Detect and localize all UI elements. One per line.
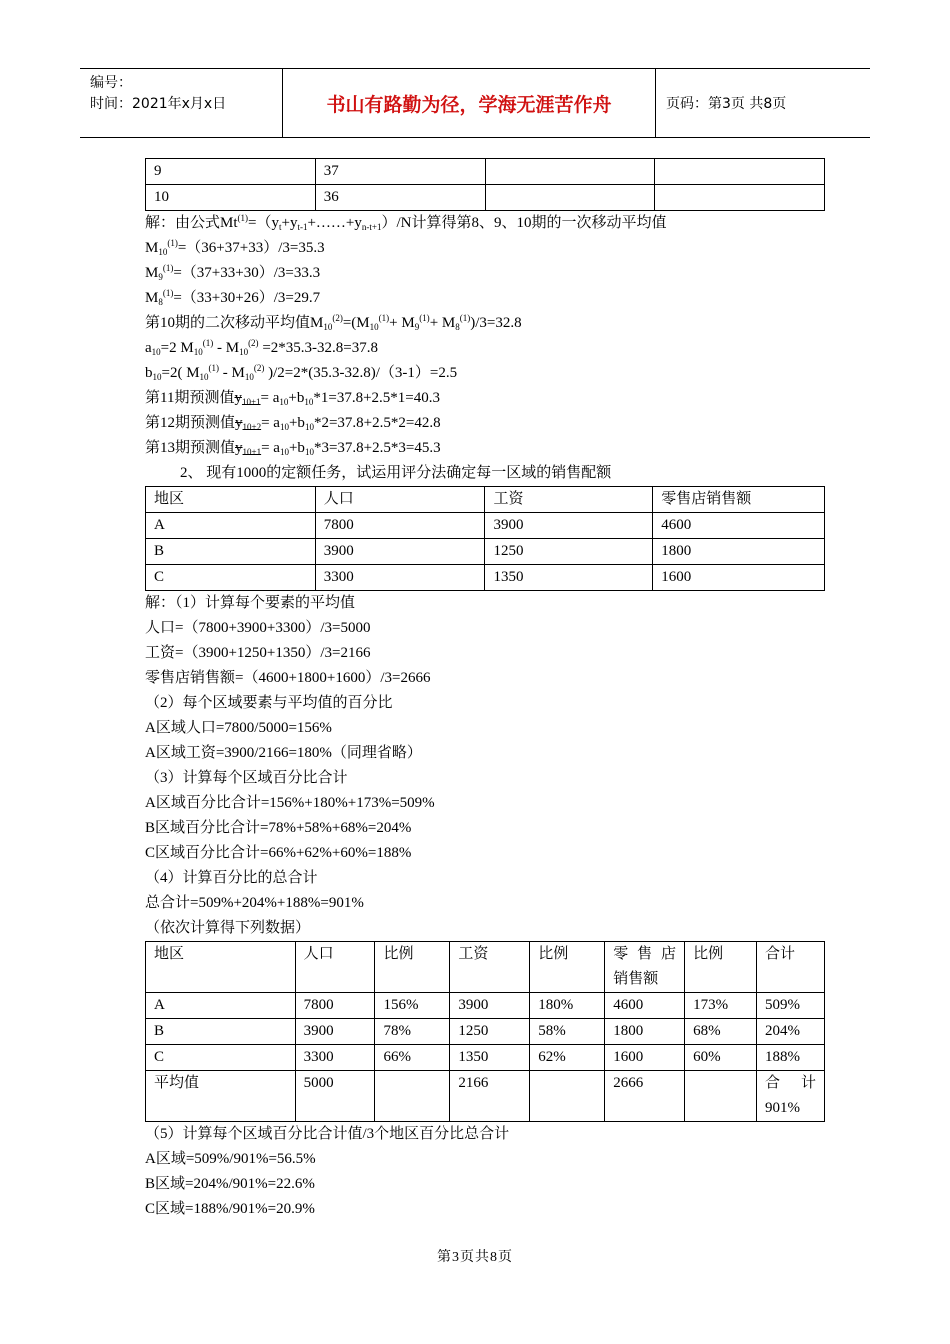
- table-cell: 7800: [315, 513, 485, 539]
- column-header: 地区: [146, 942, 296, 993]
- column-header: 比例: [685, 942, 757, 993]
- table-cell: 509%: [756, 993, 824, 1019]
- column-header: 人口: [315, 487, 485, 513]
- page-header: [80, 68, 870, 138]
- table-cell: 2666: [605, 1071, 685, 1122]
- table-row: [146, 159, 825, 185]
- solution-line: （依次计算得下列数据）: [145, 920, 311, 936]
- solution-line: 工资=（3900+1250+1350）/3=2166: [145, 645, 371, 661]
- solution-line: 零售店销售额=（4600+1800+1600）/3=2666: [145, 670, 431, 686]
- table-cell: A: [146, 993, 296, 1019]
- table-cell: 1350: [450, 1045, 530, 1071]
- m8-formula: $M_8^{(1)}=(33+30+26)/3=29.7$: [145, 288, 321, 307]
- forecast-period-12: 第12期预测值$y_{10+2}= a_{10}+b_{10}*2=37.8+2.5*2=42.8$: [145, 415, 441, 432]
- table-cell: 173%: [685, 993, 757, 1019]
- page-content: [145, 158, 825, 1222]
- solution-line: （5）计算每个区域百分比合计值/3个地区百分比总合计: [145, 1126, 510, 1142]
- table-cell: 68%: [685, 1019, 757, 1045]
- table-cell: 1600: [605, 1045, 685, 1071]
- table-cell: 62%: [530, 1045, 605, 1071]
- table-cell: 10: [146, 185, 316, 211]
- table-cell: [655, 185, 825, 211]
- column-header: [605, 942, 685, 993]
- table-cell: 3900: [450, 993, 530, 1019]
- header-page-number: 页码：第3页 共8页: [666, 96, 787, 112]
- table-cell: 156%: [375, 993, 450, 1019]
- table-cell: 180%: [530, 993, 605, 1019]
- column-header: 合计: [756, 942, 824, 993]
- table-cell: [655, 159, 825, 185]
- solution-line: 总合计=509%+204%+188%=901%: [145, 895, 364, 911]
- table-cell: 188%: [756, 1045, 824, 1071]
- column-header: 比例: [375, 942, 450, 993]
- solution-line: C区域百分比合计=66%+62%+60%=188%: [145, 845, 412, 861]
- column-header: 工资: [485, 487, 653, 513]
- average-row: [146, 1071, 825, 1122]
- m9-formula: $M_9^{(1)}=(37+33+30)/3=33.3$: [145, 263, 321, 282]
- table-cell: 78%: [375, 1019, 450, 1045]
- table-cell: 9: [146, 159, 316, 185]
- column-header: 工资: [450, 942, 530, 993]
- table-cell: 3900: [485, 513, 653, 539]
- table-cell: 36: [315, 185, 485, 211]
- problem-2-title: 2、 现有1000的定额任务，试运用评分法确定每一区域的销售配额: [180, 465, 612, 481]
- table-cell: 1600: [653, 565, 825, 591]
- table-cell: 7800: [295, 993, 375, 1019]
- solution-steps-final: [145, 1122, 825, 1222]
- table-cell: 5000: [295, 1071, 375, 1122]
- forecast-period-13: 第13期预测值$y_{10+1}= a_{10}+b_{10}*3=37.8+2.5*3=45.3$: [145, 440, 441, 457]
- table-row: [146, 565, 825, 591]
- table-row: [146, 1045, 825, 1071]
- forecast-period-11: 第11期预测值$y_{10+1}= a_{10}+b_{10}*1=37.8+2.5*1=40.3$: [145, 390, 441, 407]
- column-header: 地区: [146, 487, 316, 513]
- table-cell: 58%: [530, 1019, 605, 1045]
- percentage-table: [145, 941, 825, 1122]
- table-cell: 1800: [605, 1019, 685, 1045]
- table-cell: C: [146, 565, 316, 591]
- table-cell: 1350: [485, 565, 653, 591]
- date-label: 时间：2021年x月x日: [90, 96, 227, 112]
- b10-formula: $b_{10}=2$( $M_{10}^{(1)} - M_{10}^{(2)}$ )/2=2*(35.3-32.8)/（3-1）=2.5: [145, 363, 458, 382]
- total-label: 合计: [764, 1075, 816, 1091]
- continued-data-table: [145, 158, 825, 211]
- solution-line: B区域=204%/901%=22.6%: [145, 1176, 315, 1192]
- solution-line: A区域人口=7800/5000=156%: [145, 720, 332, 736]
- table-cell: C: [146, 1045, 296, 1071]
- table-row: [146, 539, 825, 565]
- table-cell: 4600: [605, 993, 685, 1019]
- column-header: 零售店销售额: [653, 487, 825, 513]
- table-row: [146, 185, 825, 211]
- table-row: [146, 1019, 825, 1045]
- second-moving-average: 第10期的二次移动平均值$M_{10}^{(2)}=(M_{10}^{(1)}+ M_9^{(1)}+ M_8^{(1)})/3=32.8$: [145, 313, 522, 332]
- table-cell: B: [146, 1019, 296, 1045]
- table-cell: B: [146, 539, 316, 565]
- column-header-line: 零售店: [613, 946, 677, 962]
- table-cell: 平均值: [146, 1071, 296, 1122]
- table-header-row: [146, 487, 825, 513]
- table-cell: [485, 159, 655, 185]
- solution-steps: [145, 591, 825, 941]
- table-cell: 66%: [375, 1045, 450, 1071]
- table-cell: 3900: [315, 539, 485, 565]
- column-header: 比例: [530, 942, 605, 993]
- header-motto: 书山有路勤为径，学海无涯苦作舟: [283, 69, 656, 137]
- table-header-row: [146, 942, 825, 993]
- solution-line: （4）计算百分比的总合计: [145, 870, 318, 886]
- table-cell: 3900: [295, 1019, 375, 1045]
- table-cell: [485, 185, 655, 211]
- a10-formula: $a_{10}=2$ $M_{10}^{(1)} - M_{10}^{(2)} =2*35.3-32.8=37.8$: [145, 338, 378, 357]
- table-cell: 204%: [756, 1019, 824, 1045]
- solution-line: B区域百分比合计=78%+58%+68%=204%: [145, 820, 412, 836]
- table-row: [146, 993, 825, 1019]
- table-cell: 1800: [653, 539, 825, 565]
- table-row: [146, 513, 825, 539]
- table-cell: [530, 1071, 605, 1122]
- table-cell: [375, 1071, 450, 1122]
- number-label: 编号：: [90, 75, 132, 91]
- table-cell: 4600: [653, 513, 825, 539]
- table-cell: 2166: [450, 1071, 530, 1122]
- table-cell: 37: [315, 159, 485, 185]
- total-value: 901%: [764, 1100, 800, 1116]
- solution-line: 解：（1）计算每个要素的平均值: [145, 595, 356, 611]
- m10-formula: $M_{10}^{(1)}=(36+37+33)/3=35.3$: [145, 238, 325, 257]
- page-footer: 第3页共8页: [437, 1250, 513, 1265]
- solution-intro-line: 解：由公式$Mt^{(1)}=(y_t+y_{t-1}+\dots\dots+y_{n-t+1})/N$计算得第8、9、10期的一次移动平均值: [145, 213, 667, 232]
- header-meta: [80, 69, 283, 137]
- column-header-line: 销售额: [613, 971, 659, 987]
- solution-line: A区域百分比合计=156%+180%+173%=509%: [145, 795, 435, 811]
- solution-line: C区域=188%/901%=20.9%: [145, 1201, 315, 1217]
- solution-line: A区域工资=3900/2166=180%（同理省略）: [145, 745, 422, 761]
- table-cell: [756, 1071, 824, 1122]
- solution-line: A区域=509%/901%=56.5%: [145, 1151, 316, 1167]
- table-cell: A: [146, 513, 316, 539]
- table-cell: 60%: [685, 1045, 757, 1071]
- table-cell: 3300: [315, 565, 485, 591]
- column-header: 人口: [295, 942, 375, 993]
- region-data-table: [145, 486, 825, 591]
- solution-line: （2）每个区域要素与平均值的百分比: [145, 695, 393, 711]
- table-cell: 1250: [485, 539, 653, 565]
- solution-line: （3）计算每个区域百分比合计: [145, 770, 348, 786]
- table-cell: 3300: [295, 1045, 375, 1071]
- table-cell: 1250: [450, 1019, 530, 1045]
- solution-line: 人口=（7800+3900+3300）/3=5000: [145, 620, 371, 636]
- table-cell: [685, 1071, 757, 1122]
